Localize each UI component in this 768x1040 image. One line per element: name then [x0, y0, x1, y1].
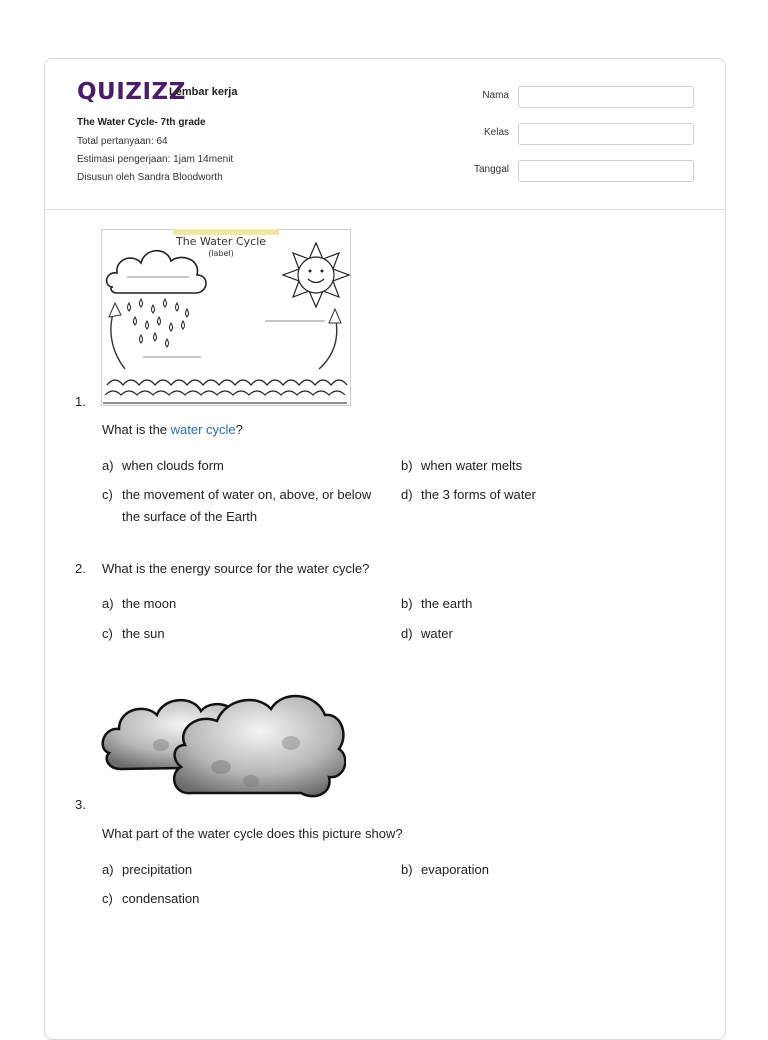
question-3-option-a[interactable]: a) precipitation [102, 862, 193, 877]
question-2-option-c[interactable]: c) the sun [102, 626, 165, 641]
question-1-option-a[interactable]: a) when clouds form [102, 458, 224, 473]
question-2-option-b[interactable]: b) the earth [401, 596, 473, 611]
question-1-option-b[interactable]: b) when water melts [401, 458, 523, 473]
class-field[interactable] [518, 123, 694, 145]
diagram-title: The Water Cycle [175, 235, 267, 248]
name-field[interactable] [518, 86, 694, 108]
estimated-time: Estimasi pengerjaan: 1jam 14menit [77, 154, 234, 165]
water-cycle-diagram-image [101, 229, 351, 406]
question-2-option-a[interactable]: a) the moon [102, 596, 177, 611]
question-3-option-c[interactable]: c) condensation [102, 891, 200, 906]
question-2-number: 2. [75, 561, 86, 576]
name-label: Nama [482, 90, 509, 101]
question-1-text: What is the water cycle? [102, 422, 243, 437]
worksheet-title: The Water Cycle- 7th grade [77, 117, 206, 128]
class-label: Kelas [483, 127, 509, 138]
question-1-number: 1. [75, 394, 86, 409]
date-field[interactable] [518, 160, 694, 182]
quizizz-logo: QUIZIZZ [77, 79, 186, 105]
clouds-image [101, 683, 346, 801]
total-questions: Total pertanyaan: 64 [77, 136, 168, 147]
question-1-option-d[interactable]: d) the 3 forms of water [401, 487, 536, 502]
question-3-number: 3. [75, 797, 86, 812]
water-cycle-link[interactable]: water cycle [170, 422, 236, 437]
question-3-option-b[interactable]: b) evaporation [401, 862, 489, 877]
question-1-option-c[interactable]: c) the movement of water on, above, or below the surface of the Earth [102, 487, 372, 524]
worksheet-header [45, 59, 725, 210]
author: Disusun oleh Sandra Bloodworth [77, 172, 223, 183]
question-2-text: What is the energy source for the water cycle? [102, 561, 370, 576]
diagram-subtitle: (label) [208, 249, 234, 258]
question-3-text: What part of the water cycle does this picture show? [102, 826, 403, 841]
date-label: Tanggal [473, 164, 509, 175]
worksheet-type: Lembar kerja [169, 86, 238, 98]
question-2-option-d[interactable]: d) water [401, 626, 453, 641]
